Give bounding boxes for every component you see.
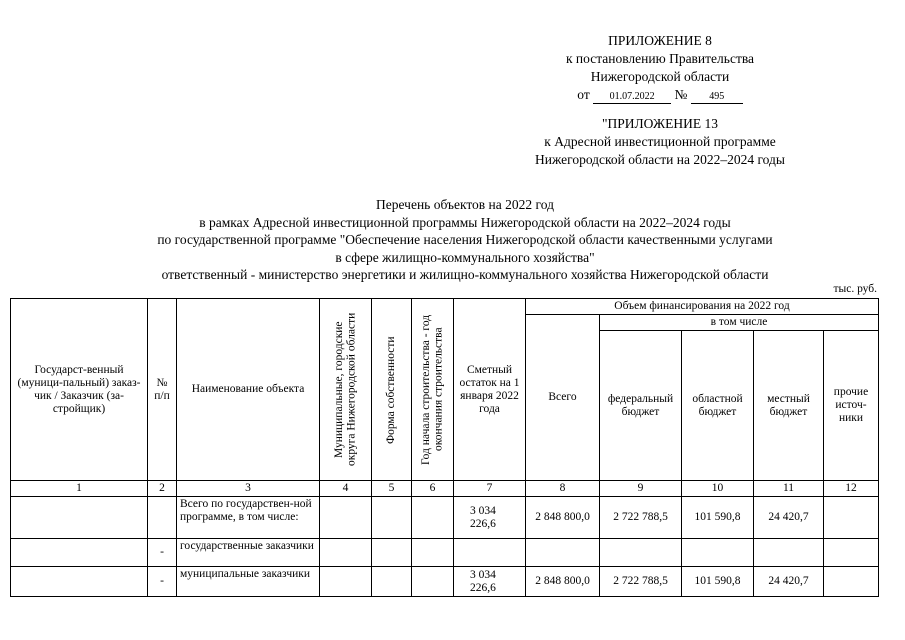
objects-table [10, 298, 879, 597]
appendix-8-line3: Нижегородской области [590, 69, 730, 84]
header-local: местный бюджет [754, 331, 824, 481]
cell-name: государственные заказчики [177, 539, 320, 567]
col-number: 10 [682, 481, 754, 497]
col-number: 7 [454, 481, 526, 497]
table-row [11, 497, 879, 539]
cell-estimate: 3 034 226,6 [454, 567, 526, 597]
cell-customer [11, 497, 148, 539]
header-estimate: Сметный остаток на 1 января 2022 года [454, 299, 526, 481]
cell-customer [11, 567, 148, 597]
appendix-13-title: "ПРИЛОЖЕНИЕ 13 [601, 116, 719, 131]
table-row [11, 567, 879, 597]
header-municipality [320, 299, 372, 481]
appendix-13-line3: Нижегородской области на 2022–2024 годы [535, 152, 785, 167]
document-title [60, 196, 870, 284]
column-numbers-row [11, 481, 879, 497]
cell-other [824, 539, 879, 567]
table-row [11, 539, 879, 567]
cell-num: - [148, 567, 177, 597]
title-line-5: ответственный - министерство энергетики и жилищно-коммунального хозяйства Нижегородской области [161, 267, 769, 282]
resolution-number: 495 [691, 91, 743, 104]
resolution-date: 01.07.2022 [593, 91, 671, 104]
col-number: 2 [148, 481, 177, 497]
cell-num: - [148, 539, 177, 567]
cell-customer [11, 539, 148, 567]
cell-ownership [372, 539, 412, 567]
cell-other [824, 497, 879, 539]
col-number: 9 [600, 481, 682, 497]
cell-ownership [372, 497, 412, 539]
cell-name: муниципальные заказчики [177, 567, 320, 597]
cell-ownership [372, 567, 412, 597]
cell-estimate: 3 034 226,6 [454, 497, 526, 539]
title-line-1: Перечень объектов на 2022 год [376, 197, 554, 212]
header-number: № п/п [148, 299, 177, 481]
header-customer: Государст-венный (муници-пальный) заказ-чик / Заказчик (за-стройщик) [11, 299, 148, 481]
cell-estimate [454, 539, 526, 567]
cell-name: Всего по государствен-ной программе, в том числе: [177, 497, 320, 539]
header-regional: областной бюджет [682, 331, 754, 481]
header-including: в том числе [600, 315, 879, 331]
title-line-4: в сфере жилищно-коммунального хозяйства" [335, 249, 595, 265]
cell-local: 24 420,7 [754, 567, 824, 597]
units-label: тыс. руб. [833, 283, 877, 295]
col-number: 4 [320, 481, 372, 497]
from-label: от [577, 87, 590, 102]
header-ownership [372, 299, 412, 481]
cell-municipality [320, 497, 372, 539]
appendix-8-date-line [520, 86, 800, 104]
cell-local [754, 539, 824, 567]
header-funding: Объем финансирования на 2022 год [526, 299, 879, 315]
cell-num [148, 497, 177, 539]
cell-federal [600, 539, 682, 567]
title-line-2: в рамках Адресной инвестиционной программы Нижегородской области на 2022–2024 годы [199, 214, 731, 230]
cell-years [412, 567, 454, 597]
cell-total: 2 848 800,0 [526, 567, 600, 597]
cell-years [412, 539, 454, 567]
cell-local: 24 420,7 [754, 497, 824, 539]
appendix-8-header [520, 32, 800, 104]
appendix-13-header [520, 115, 800, 169]
header-total: Всего [526, 315, 600, 481]
cell-regional: 101 590,8 [682, 497, 754, 539]
cell-total: 2 848 800,0 [526, 497, 600, 539]
cell-regional: 101 590,8 [682, 567, 754, 597]
appendix-8-title: ПРИЛОЖЕНИЕ 8 [608, 33, 712, 48]
header-years-text: Год начала строительства - год окончания строительства [420, 314, 445, 465]
header-other: прочие источ-ники [824, 331, 879, 481]
col-number: 3 [177, 481, 320, 497]
appendix-13-line2: к Адресной инвестиционной программе [544, 134, 776, 149]
cell-years [412, 497, 454, 539]
title-line-3: по государственной программе "Обеспечение населения Нижегородской области качественными услугами [157, 232, 773, 247]
col-number: 1 [11, 481, 148, 497]
cell-municipality [320, 567, 372, 597]
col-number: 5 [372, 481, 412, 497]
col-number: 8 [526, 481, 600, 497]
header-object-name: Наименование объекта [177, 299, 320, 481]
cell-regional [682, 539, 754, 567]
col-number: 11 [754, 481, 824, 497]
header-federal: федеральный бюджет [600, 331, 682, 481]
col-number: 12 [824, 481, 879, 497]
cell-federal: 2 722 788,5 [600, 497, 682, 539]
number-sign: № [674, 87, 688, 102]
cell-total [526, 539, 600, 567]
cell-municipality [320, 539, 372, 567]
cell-federal: 2 722 788,5 [600, 567, 682, 597]
cell-other [824, 567, 879, 597]
col-number: 6 [412, 481, 454, 497]
appendix-8-line2: к постановлению Правительства [565, 51, 755, 66]
header-municipality-text: Муниципальные, городские округа Нижегородской области [333, 312, 358, 467]
header-years [412, 299, 454, 481]
header-ownership-text: Форма собственности [385, 335, 398, 444]
